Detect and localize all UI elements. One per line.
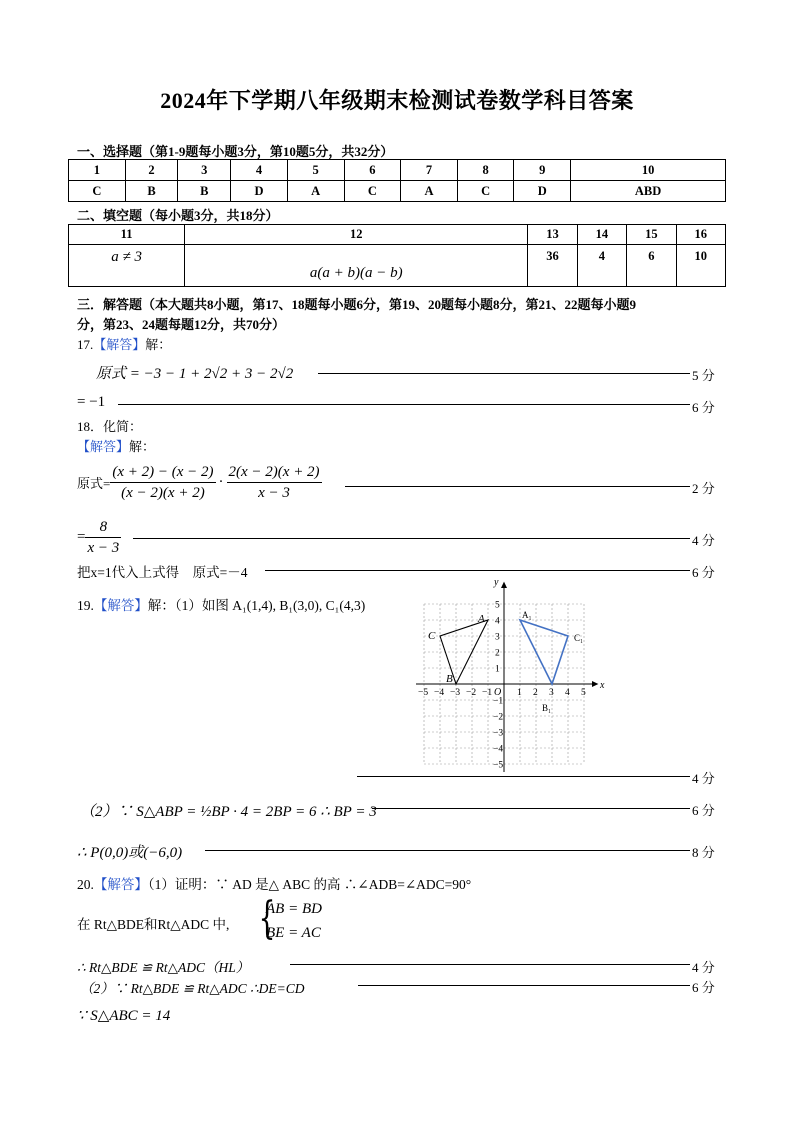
q19-dash2 bbox=[372, 808, 690, 809]
coordinate-graph bbox=[414, 572, 604, 772]
label-c: C bbox=[428, 630, 436, 642]
y-tick-label: −2 bbox=[493, 712, 504, 723]
choice-number-cell: 5 bbox=[287, 160, 344, 181]
q19-score1: 4 分 bbox=[692, 771, 715, 786]
label-b1: B₁ bbox=[542, 703, 552, 713]
fill-answer-table bbox=[68, 224, 726, 287]
section1-heading: 一、选择题（第1-9题每小题3分，第10题5分，共32分） bbox=[77, 144, 394, 159]
y-tick-label: 4 bbox=[495, 616, 500, 627]
q18-dash3 bbox=[265, 570, 690, 571]
q17-score2: 6 分 bbox=[692, 400, 715, 415]
choice-answer-cell: B bbox=[125, 181, 178, 202]
choice-answer-cell: A bbox=[401, 181, 458, 202]
y-tick-label: −1 bbox=[493, 696, 504, 707]
section3-heading-line1: 三．解答题（本大题共8小题，第17、18题每小题6分，第19、20题每小题8分，第21、22题每小题9 bbox=[77, 297, 637, 312]
q20-score1: 4 分 bbox=[692, 960, 715, 975]
choice-number-cell: 1 bbox=[69, 160, 126, 181]
fill-answer-12: a(a + b)(a − b) bbox=[185, 245, 528, 287]
q17-number: 17. bbox=[77, 337, 94, 352]
q18-score3: 6 分 bbox=[692, 565, 715, 580]
section2-heading: 二、填空题（每小题3分，共18分） bbox=[77, 208, 279, 223]
x-tick-label: −4 bbox=[434, 688, 445, 698]
q17-score1: 5 分 bbox=[692, 368, 715, 383]
y-tick-label: 1 bbox=[495, 664, 500, 675]
q18-fraction1-denominator: (x − 2)(x + 2) bbox=[121, 485, 205, 501]
q20-dash2 bbox=[358, 985, 690, 986]
q17-step1: 原式 = −3 − 1 + 2√2 + 3 − 2√2 bbox=[96, 366, 294, 382]
x-tick-label: −2 bbox=[466, 688, 477, 698]
q18-fraction2-denominator: x − 3 bbox=[258, 485, 290, 501]
q18-dash1 bbox=[345, 486, 690, 487]
choice-answer-cell: B bbox=[178, 181, 231, 202]
q17-jie: 解： bbox=[145, 337, 172, 352]
choice-answer-row bbox=[69, 181, 726, 202]
q18-answer-tag: 【解答】 bbox=[77, 439, 130, 454]
q18-header bbox=[77, 436, 155, 455]
x-tick-label: 2 bbox=[533, 688, 538, 698]
fill-number-cell: 16 bbox=[676, 225, 725, 245]
q19-header bbox=[77, 594, 365, 614]
q20-header bbox=[77, 873, 471, 893]
q18-fraction3 bbox=[85, 517, 121, 558]
y-axis-label: y bbox=[494, 576, 499, 588]
choice-number-row bbox=[69, 160, 726, 181]
q17-header bbox=[77, 334, 171, 353]
choice-number-cell: 6 bbox=[344, 160, 401, 181]
choice-number-cell: 2 bbox=[125, 160, 178, 181]
q18-fraction3-numerator: 8 bbox=[85, 517, 121, 538]
choice-number-cell: 9 bbox=[514, 160, 571, 181]
y-axis-arrow bbox=[501, 582, 507, 588]
choice-number-cell: 10 bbox=[571, 160, 726, 181]
page-title: 2024年下学期八年级期末检测试卷数学科目答案 bbox=[160, 88, 634, 113]
q20-score2: 6 分 bbox=[692, 980, 715, 995]
choice-answer-cell: ABD bbox=[571, 181, 726, 202]
y-tick-label: −3 bbox=[493, 728, 504, 739]
x-tick-label: −3 bbox=[450, 688, 461, 698]
q18-substitution: 把x=1代入上式得 原式=－4 bbox=[77, 565, 248, 580]
q20-dash1 bbox=[290, 964, 690, 965]
fill-number-cell: 13 bbox=[528, 225, 577, 245]
fill-number-row bbox=[69, 225, 726, 245]
q20-eq1: AB = BD bbox=[266, 901, 322, 917]
q20-eq2: BE = AC bbox=[266, 925, 321, 941]
choice-answer-cell: C bbox=[344, 181, 401, 202]
q19-dash3 bbox=[205, 850, 690, 851]
choice-answer-cell: C bbox=[69, 181, 126, 202]
q20-number: 20. bbox=[77, 877, 94, 892]
q20-conclusion: ∴ Rt△BDE ≌ Rt△ADC（HL） bbox=[77, 960, 250, 975]
q18-fraction2-numerator: 2(x − 2)(x + 2) bbox=[227, 462, 322, 483]
q19-score2: 6 分 bbox=[692, 803, 715, 818]
x-axis-label: x bbox=[600, 680, 605, 691]
fill-number-cell: 15 bbox=[627, 225, 676, 245]
x-tick-label: −1 bbox=[482, 688, 493, 698]
q20-part2: （2）∵ Rt△BDE ≌ Rt△ADC ∴DE=CD bbox=[80, 981, 305, 996]
q19-score3: 8 分 bbox=[692, 845, 715, 860]
q19-number: 19. bbox=[77, 598, 94, 613]
choice-number-cell: 7 bbox=[401, 160, 458, 181]
y-tick-label: −5 bbox=[493, 760, 504, 771]
q19-part1: 解：（1）如图 A₁(1,4), B₁(3,0), C₁(4,3) bbox=[147, 598, 366, 613]
q20-in-rt: 在 Rt△BDE和Rt△ADC 中, bbox=[77, 917, 230, 932]
choice-answer-cell: C bbox=[457, 181, 514, 202]
q18-jie: 解： bbox=[129, 439, 156, 454]
q18-number: 18．化简： bbox=[77, 419, 143, 434]
section3-heading-line2: 分，第23、24题每题12分，共70分） bbox=[77, 317, 286, 332]
q18-fraction1-numerator: (x + 2) − (x − 2) bbox=[110, 462, 215, 483]
q17-dash1 bbox=[318, 373, 690, 374]
x-tick-label: −5 bbox=[418, 688, 429, 698]
q18-fraction2 bbox=[227, 462, 322, 503]
y-tick-label: 3 bbox=[495, 632, 500, 643]
q18-fraction3-denominator: x − 3 bbox=[87, 540, 120, 556]
q18-score1: 2 分 bbox=[692, 481, 715, 496]
fill-answer-14: 4 bbox=[577, 245, 626, 287]
choice-answer-cell: A bbox=[287, 181, 344, 202]
x-tick-label: 4 bbox=[565, 688, 570, 698]
q18-expression bbox=[77, 462, 322, 503]
label-c1: C₁ bbox=[574, 633, 584, 643]
x-tick-label: 1 bbox=[517, 688, 522, 698]
q18-dot: · bbox=[218, 474, 224, 490]
q17-answer-tag: 【解答】 bbox=[93, 337, 146, 352]
x-tick-label: 5 bbox=[581, 688, 586, 698]
q18-score2: 4 分 bbox=[692, 533, 715, 548]
fill-answer-16: 10 bbox=[676, 245, 725, 287]
fill-answer-15: 6 bbox=[627, 245, 676, 287]
q18-equals: = bbox=[77, 529, 86, 545]
q17-step2: = −1 bbox=[77, 394, 106, 410]
q20-brace: { bbox=[258, 893, 276, 944]
fill-answer-11: a ≠ 3 bbox=[69, 245, 185, 287]
q17-dash2 bbox=[118, 404, 690, 405]
q18-yuanshi: 原式= bbox=[77, 476, 111, 491]
fill-number-cell: 14 bbox=[577, 225, 626, 245]
origin-label: O bbox=[494, 687, 502, 698]
x-tick-label: 3 bbox=[549, 688, 554, 698]
choice-answer-cell: D bbox=[231, 181, 288, 202]
graph-axes bbox=[416, 577, 605, 772]
choice-number-cell: 3 bbox=[178, 160, 231, 181]
choice-number-cell: 4 bbox=[231, 160, 288, 181]
q18-result bbox=[77, 517, 121, 558]
q18-dash2 bbox=[133, 538, 690, 539]
q20-area: ∵ S△ABC = 14 bbox=[77, 1008, 171, 1024]
fill-answer-row bbox=[69, 245, 726, 287]
choice-answer-cell: D bbox=[514, 181, 571, 202]
y-tick-label: 2 bbox=[495, 648, 500, 659]
choice-answer-table bbox=[68, 159, 726, 202]
q20-answer-tag: 【解答】 bbox=[93, 877, 148, 892]
label-b: B bbox=[446, 673, 453, 685]
fill-number-cell: 11 bbox=[69, 225, 185, 245]
y-tick-label: −4 bbox=[493, 744, 504, 755]
choice-number-cell: 8 bbox=[457, 160, 514, 181]
q19-part2: （2）∵ S△ABP = ½BP · 4 = 2BP = 6 ∴ BP = 3 bbox=[80, 804, 377, 820]
q18-fraction1 bbox=[110, 462, 215, 503]
x-axis-arrow bbox=[592, 681, 598, 687]
q19-part3: ∴ P(0,0)或(−6,0) bbox=[77, 845, 183, 861]
q19-dash1 bbox=[357, 776, 690, 777]
q20-part1: （1）证明：∵ AD 是△ ABC 的高 ∴∠ADB=∠ADC=90° bbox=[147, 877, 472, 892]
fill-answer-13: 36 bbox=[528, 245, 577, 287]
q19-answer-tag: 【解答】 bbox=[93, 598, 148, 613]
label-a1: A₁ bbox=[522, 610, 532, 620]
label-a: A bbox=[478, 613, 485, 625]
y-tick-label: 5 bbox=[495, 600, 500, 611]
graph-ticks bbox=[418, 601, 586, 771]
fill-number-cell: 12 bbox=[185, 225, 528, 245]
